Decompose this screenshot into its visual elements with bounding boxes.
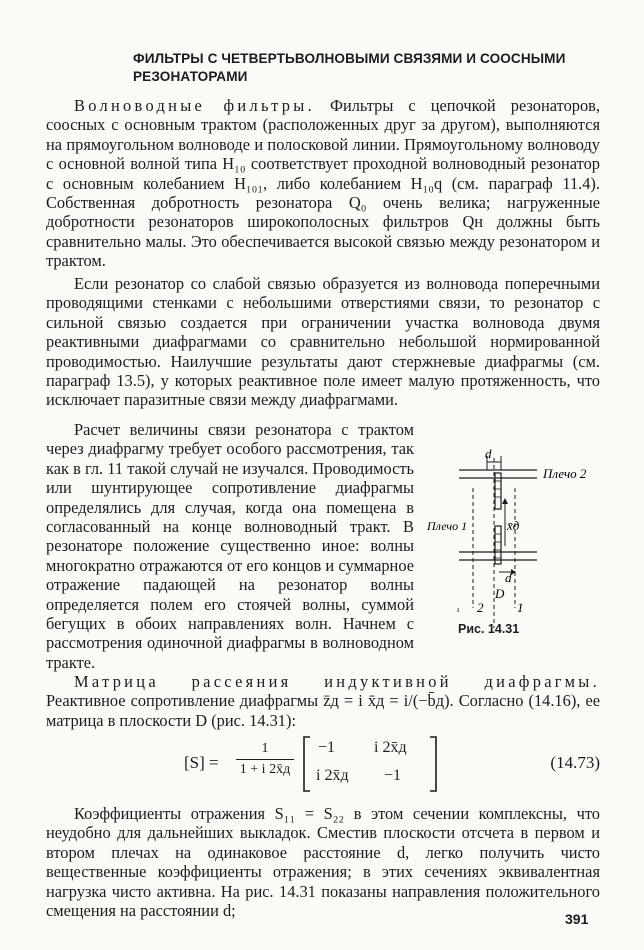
- label-d-bottom: d: [505, 570, 512, 585]
- matrix-cell-21: i 2x̄д: [316, 767, 349, 784]
- label-D: D: [495, 586, 505, 601]
- equation-number: (14.73): [550, 753, 600, 772]
- fraction-denominator: 1 + i 2x̄д: [239, 762, 291, 777]
- section-heading: ФИЛЬТРЫ С ЧЕТВЕРТЬВОЛНОВЫМИ СВЯЗЯМИ И СООСНЫМИ РЕЗОНАТОРАМИ: [133, 51, 566, 84]
- paragraph-reflection-coefficients: Коэффициенты отражения S₁₁ = S₂₂ в этом сечении комплексны, что неудобно для дальнейших выкладок. Сместив плоскости отсчета в первом и втором плечах на одинаковое расстояние d, легко получить чисто вещественные коэффициенты отражения; в этих сечениях эквивалентная нагрузка чисто активна. На рис. 14.31 показаны направления положительного смещения на расстоянии d;: [46, 804, 600, 921]
- label-xd: x̄д: [507, 518, 520, 533]
- equation-lhs: [S] =: [184, 753, 219, 772]
- page-number: 391: [565, 911, 589, 927]
- matrix-cell-12: i 2x̄д: [374, 739, 407, 756]
- paragraph-lead: Волноводные фильтры.: [74, 96, 315, 115]
- paragraph-text: Фильтры с цепочкой резонаторов, соосных с основным трактом (расположенных друг за другом), выполняются на прямоугольном волноводе и полосковой линии. Прямоугольному волноводу с основной волной типа H₁₀ соответствует проходной волноводный резонатор с основным колебанием H₁₀₁, либо колебанием H₁₀q (см. параграф 11.4). Собственная добротность резонатора Q₀ очень велика; нагруженные добротности резонаторов широкополосных фильтров Qн должны быть сравнительно малы. Это обеспечивается высокой связью между резонатором и трактом.: [46, 96, 600, 271]
- equation-fraction: [236, 741, 294, 778]
- matrix-cell-11: −1: [318, 739, 336, 756]
- diaphragm-diagram: [425, 448, 605, 648]
- paragraph-coupling-calculation: Расчет величины связи резонатора с трактом через диафрагму требует особого рассмотрения, так как в гл. 11 такой случай не изучался. Проводимость или шунтирующее сопротивление диафрагмы определялись для случая, когда она помещена в согласованный на конце волноводный тракт. В резонаторе положение существенно иное: волны многократно отражаются от его концов и суммарное отражение падающей на резонатор волны определяется полем его стоячей волны, суммой бегущих в обоих направлениях волн. Начнем с рассмотрения одиночной диафрагмы в волноводном тракте.: [46, 420, 414, 672]
- figure-diaphragm-diagram: [425, 448, 605, 648]
- label-1: 1: [517, 600, 524, 615]
- label-2: 2: [477, 600, 484, 615]
- label-arm-2: Плечо 2: [543, 466, 587, 481]
- label-d-top: d: [485, 448, 492, 461]
- matrix-cell-22: −1: [384, 767, 402, 784]
- equation-14-73: [180, 731, 604, 797]
- svg-text:ı: ı: [457, 605, 460, 614]
- paragraph-lead: Матрица рассеяния индуктивной диафрагмы.: [74, 672, 600, 691]
- label-arm-1: Плечо 1: [427, 519, 468, 533]
- fraction-numerator: 1: [236, 741, 294, 760]
- scattering-matrix: [302, 735, 438, 793]
- paragraph-scattering-matrix: [46, 672, 600, 730]
- paragraph-waveguide-filters: [46, 96, 600, 271]
- paragraph-text: Реактивное сопротивление диафрагмы z̄д = i x̄д = i/(−b̄д). Согласно (14.16), ее матрица в плоскости D (рис. 14.31):: [46, 691, 600, 730]
- figure-caption: Рис. 14.31: [458, 622, 520, 636]
- paragraph-resonator-coupling: Если резонатор со слабой связью образуется из волновода поперечными проводящими стенками с небольшими отверстиями связи, то резонатор с сильной связью создается при ограничении участка волновода двумя реактивными диафрагмами со сравнительно небольшой нормированной проводимостью. Наилучшие результаты дают стержневые диафрагмы (см. параграф 13.5), у которых реактивное поле имеет малую протяженность, что исключает паразитные связи между диафрагмами.: [46, 274, 600, 410]
